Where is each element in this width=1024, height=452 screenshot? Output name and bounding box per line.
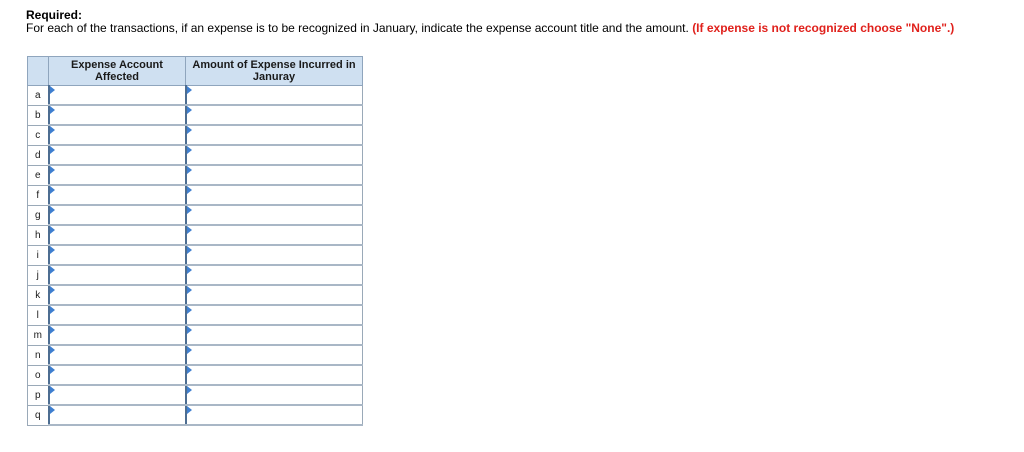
expense-account-input[interactable] [56, 368, 183, 382]
dropdown-marker-icon [187, 166, 192, 174]
expense-account-input[interactable] [56, 188, 183, 202]
header-expense-account: Expense Account Affected [49, 57, 186, 86]
expense-account-cell[interactable] [49, 165, 186, 185]
expense-account-cell[interactable] [49, 225, 186, 245]
table-row [28, 385, 363, 405]
dropdown-marker-icon [50, 226, 55, 234]
expense-amount-cell[interactable] [186, 325, 363, 345]
dropdown-marker-icon [187, 346, 192, 354]
expense-amount-cell[interactable] [186, 86, 363, 106]
expense-account-input[interactable] [56, 328, 183, 342]
instructions [26, 9, 1006, 35]
expense-amount-cell[interactable] [186, 105, 363, 125]
expense-account-input[interactable] [56, 128, 183, 142]
table-row [28, 345, 363, 365]
table-row [28, 285, 363, 305]
expense-amount-input[interactable] [193, 408, 361, 422]
dropdown-marker-icon [50, 106, 55, 114]
dropdown-marker-icon [187, 286, 192, 294]
expense-amount-cell[interactable] [186, 305, 363, 325]
dropdown-marker-icon [187, 226, 192, 234]
expense-amount-input[interactable] [193, 188, 361, 202]
dropdown-marker-icon [50, 126, 55, 134]
row-label: m [28, 325, 49, 345]
corner-header [28, 57, 49, 86]
none-note: (If expense is not recognized choose "None".) [692, 21, 955, 35]
expense-amount-input[interactable] [193, 268, 361, 282]
required-heading: Required: [26, 8, 83, 22]
expense-account-input[interactable] [56, 108, 183, 122]
expense-account-cell[interactable] [49, 405, 186, 425]
dropdown-marker-icon [187, 306, 192, 314]
expense-account-input[interactable] [56, 388, 183, 402]
expense-amount-cell[interactable] [186, 385, 363, 405]
instructions-text [26, 22, 1006, 35]
expense-amount-cell[interactable] [186, 125, 363, 145]
row-label: k [28, 285, 49, 305]
dropdown-marker-icon [187, 366, 192, 374]
dropdown-marker-icon [187, 186, 192, 194]
expense-amount-cell[interactable] [186, 245, 363, 265]
expense-account-cell[interactable] [49, 265, 186, 285]
dropdown-marker-icon [187, 246, 192, 254]
expense-account-input[interactable] [56, 408, 183, 422]
row-label: n [28, 345, 49, 365]
dropdown-marker-icon [50, 186, 55, 194]
expense-account-cell[interactable] [49, 305, 186, 325]
expense-amount-cell[interactable] [186, 405, 363, 425]
dropdown-marker-icon [50, 306, 55, 314]
table-row [28, 205, 363, 225]
table-row [28, 86, 363, 106]
table-row [28, 185, 363, 205]
row-label: d [28, 145, 49, 165]
expense-account-cell[interactable] [49, 105, 186, 125]
expense-account-cell[interactable] [49, 385, 186, 405]
row-label: b [28, 105, 49, 125]
dropdown-marker-icon [50, 206, 55, 214]
dropdown-marker-icon [187, 146, 192, 154]
dropdown-marker-icon [50, 326, 55, 334]
table-row [28, 265, 363, 285]
expense-account-cell[interactable] [49, 125, 186, 145]
table-row [28, 165, 363, 185]
expense-account-cell[interactable] [49, 86, 186, 106]
expense-account-cell[interactable] [49, 325, 186, 345]
row-label: g [28, 205, 49, 225]
expense-amount-cell[interactable] [186, 225, 363, 245]
expense-amount-input[interactable] [193, 88, 361, 102]
table-row [28, 365, 363, 385]
answer-table [27, 56, 363, 426]
expense-account-input[interactable] [56, 168, 183, 182]
dropdown-marker-icon [50, 86, 55, 94]
expense-amount-input[interactable] [193, 228, 361, 242]
expense-amount-input[interactable] [193, 208, 361, 222]
expense-amount-cell[interactable] [186, 345, 363, 365]
expense-amount-cell[interactable] [186, 165, 363, 185]
table-row [28, 145, 363, 165]
expense-amount-input[interactable] [193, 308, 361, 322]
expense-account-input[interactable] [56, 268, 183, 282]
row-label: e [28, 165, 49, 185]
dropdown-marker-icon [50, 366, 55, 374]
expense-account-input[interactable] [56, 208, 183, 222]
row-label: f [28, 185, 49, 205]
dropdown-marker-icon [187, 106, 192, 114]
answer-rows [28, 86, 363, 426]
expense-account-input[interactable] [56, 228, 183, 242]
dropdown-marker-icon [187, 86, 192, 94]
row-label: q [28, 405, 49, 425]
table-row [28, 125, 363, 145]
expense-account-input[interactable] [56, 308, 183, 322]
header-row [28, 57, 363, 86]
expense-account-cell[interactable] [49, 285, 186, 305]
header-amount: Amount of Expense Incurred in Januray [186, 57, 363, 86]
dropdown-marker-icon [187, 126, 192, 134]
expense-account-cell[interactable] [49, 145, 186, 165]
table-row [28, 305, 363, 325]
dropdown-marker-icon [50, 146, 55, 154]
expense-amount-cell[interactable] [186, 185, 363, 205]
dropdown-marker-icon [187, 266, 192, 274]
expense-account-cell[interactable] [49, 365, 186, 385]
instructions-body: For each of the transactions, if an expense is to be recognized in January, indicate the expense account title and the amount. [26, 21, 693, 35]
row-label: j [28, 265, 49, 285]
expense-account-cell[interactable] [49, 245, 186, 265]
table-row [28, 405, 363, 425]
expense-amount-input[interactable] [193, 288, 361, 302]
expense-account-input[interactable] [56, 88, 183, 102]
dropdown-marker-icon [50, 406, 55, 414]
expense-account-input[interactable] [56, 248, 183, 262]
expense-amount-input[interactable] [193, 168, 361, 182]
dropdown-marker-icon [187, 406, 192, 414]
expense-amount-input[interactable] [193, 148, 361, 162]
table-row [28, 105, 363, 125]
expense-account-input[interactable] [56, 348, 183, 362]
row-label: h [28, 225, 49, 245]
row-label: p [28, 385, 49, 405]
row-label: a [28, 86, 49, 106]
row-label: l [28, 305, 49, 325]
dropdown-marker-icon [50, 386, 55, 394]
dropdown-marker-icon [50, 246, 55, 254]
dropdown-marker-icon [50, 266, 55, 274]
row-label: i [28, 245, 49, 265]
expense-amount-cell[interactable] [186, 205, 363, 225]
dropdown-marker-icon [187, 386, 192, 394]
dropdown-marker-icon [50, 286, 55, 294]
expense-amount-input[interactable] [193, 348, 361, 362]
table-row [28, 245, 363, 265]
table-row [28, 225, 363, 245]
expense-amount-cell[interactable] [186, 265, 363, 285]
expense-amount-input[interactable] [193, 388, 361, 402]
expense-account-input[interactable] [56, 288, 183, 302]
row-label: o [28, 365, 49, 385]
expense-account-cell[interactable] [49, 185, 186, 205]
table-row [28, 325, 363, 345]
expense-amount-cell[interactable] [186, 365, 363, 385]
expense-account-cell[interactable] [49, 345, 186, 365]
expense-amount-input[interactable] [193, 328, 361, 342]
expense-amount-input[interactable] [193, 368, 361, 382]
expense-account-input[interactable] [56, 148, 183, 162]
dropdown-marker-icon [50, 346, 55, 354]
row-label: c [28, 125, 49, 145]
expense-amount-cell[interactable] [186, 145, 363, 165]
expense-account-cell[interactable] [49, 205, 186, 225]
dropdown-marker-icon [187, 206, 192, 214]
expense-amount-input[interactable] [193, 108, 361, 122]
dropdown-marker-icon [187, 326, 192, 334]
dropdown-marker-icon [50, 166, 55, 174]
expense-amount-cell[interactable] [186, 285, 363, 305]
expense-amount-input[interactable] [193, 128, 361, 142]
expense-amount-input[interactable] [193, 248, 361, 262]
